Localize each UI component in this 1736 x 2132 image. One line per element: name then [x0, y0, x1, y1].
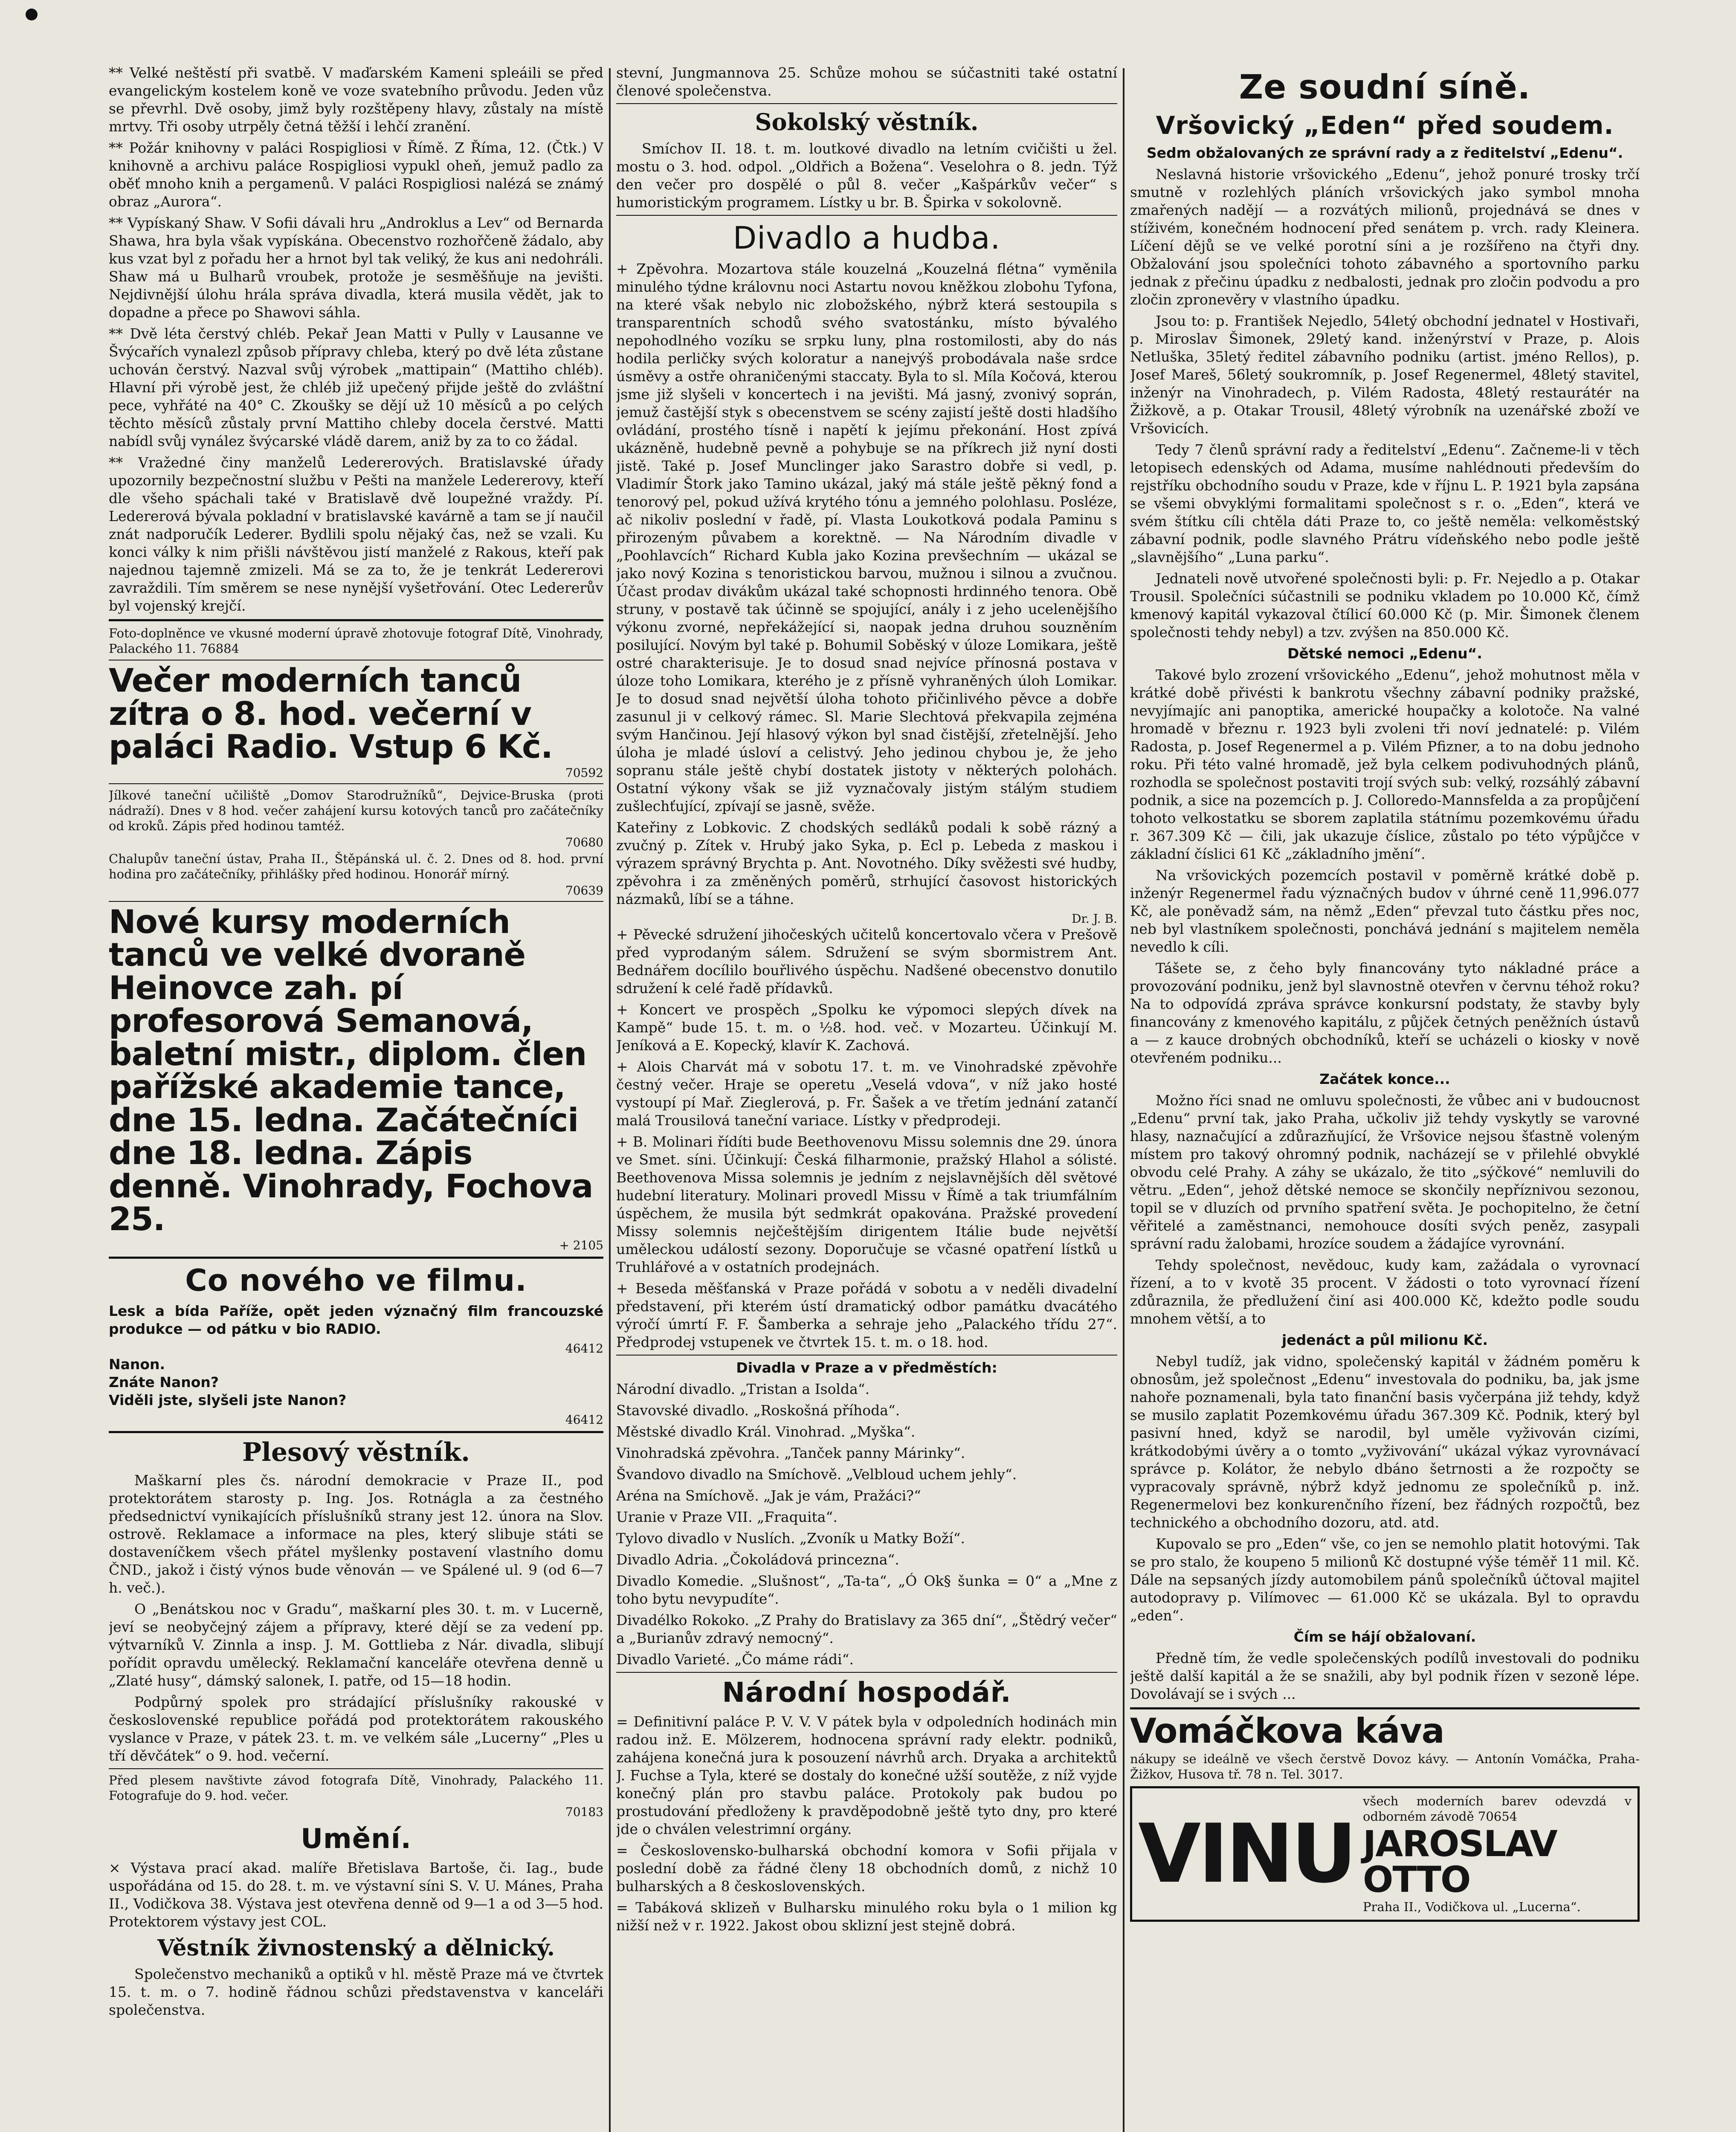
- ad-number: 70183: [565, 1805, 603, 1819]
- ad-number: + 2105: [559, 1238, 603, 1252]
- ad-vinu-word: VINU: [1138, 1806, 1355, 1901]
- ad-radio-dance: Večer moderních tanců zítra o 8. hod. večerní v paláci Radio. Vstup 6 Kč.: [109, 661, 553, 766]
- ad-vinu-right: [1363, 1792, 1632, 1916]
- program-line: Uranie v Praze VII. „Fraquita“.: [616, 1509, 838, 1525]
- section-title-ples: Plesový věstník.: [242, 1437, 470, 1467]
- section-title-film: Co nového ve filmu.: [185, 1263, 527, 1298]
- vestnik-item: Společenstvo mechaniků a optiků v hl. městě Praze má ve čtvrtek 15. t. m. o 7. hodině řádnou schůzi představenstva v kanceláři společenstva.: [109, 1965, 603, 2018]
- ad-foto: Foto-doplněnce ve vkusné moderní úpravě zhotovuje fotograf Dítě, Vinohrady, Palackého 11. 76884: [109, 626, 603, 656]
- ad-number: 46412: [565, 1412, 603, 1427]
- film-item: Lesk a bída Paříže, opět jeden význačný film francouzské produkce — od pátku v bio RADIO.: [109, 1302, 603, 1337]
- divadlo-item-pevecke: + Pěvecké sdružení jihočeských učitelů koncertovalo včera v Prešově před vyprodaným sálem. Sdružení se svým sbormistrem Ant. Bednářem docílilo bouřlivého úspěchu. Nadšené obecenstvo donutilo sdružení k celé řadě přídavků.: [616, 926, 1117, 996]
- ples-item: Podpůrný spolek pro strádající příslušníky rakouské v československé republice pořádá pod protektorátem rakouského vyslance v Praze, v pátek 23. t. m. ve velkém sále „Lucerny“ „Ples u tří děvčátek“ o 9. hod. večerní.: [109, 1693, 603, 1764]
- article-paragraph: Tedy 7 členů správní rady a ředitelství „Edenu“. Začneme-li v těch letopisech edenských od Adama, musíme nahlédnouti především do rejstříku obchodního soudu v Praze, kde v říjnu L. P. 1921 byla zapsána se všemi obvyklými formalitami společnost s r. o. „Eden“, která ve svém štítku cíli chtěla dáti Praze to, co ještě neměla: velkoměstský zábavní podnik, podle slavného Prátru vídeňského nebo podle ještě „slavnějšího“ „Luna parku“.: [1130, 441, 1640, 565]
- ad-number: 70592: [565, 765, 603, 780]
- section-title-umeni: Umění.: [301, 1823, 412, 1855]
- ad-number: 46412: [565, 1341, 603, 1356]
- program-line: Divadlo Adria. „Čokoládová princezna“.: [616, 1551, 899, 1568]
- ad-vinu-top: všech moderních barev odevzdá v odborném závodě 70654: [1363, 1793, 1632, 1824]
- program-line: Divadlo Komedie. „Slušnost“, „Ta-ta“, „Ó Ok§ šunka = 0“ a „Mne z toho bytu nevypudíte“.: [616, 1573, 1117, 1607]
- news-item-shaw: ** Vypískaný Shaw. V Sofii dávali hru „Androklus a Lev“ od Bernarda Shawa, hra byla však vypískána. Obecenstvo rozhořčeně žádalo, aby kus vzat byl z pořadu her a hrnot byl tak veliký, že kus ani nedohráli. Shaw má u Bulharů vroubek, protože je sesměšňuje na jevišti. Nejdivnější úlohu hrála správa divadla, která musila vědět, jak to dopadne a přece po Shawovi sáhla.: [109, 214, 603, 321]
- divadlo-item-koncert: + Koncert ve prospěch „Spolku ke výpomoci slepých dívek na Kampě“ bude 15. t. m. o ½8. hod. več. v Mozarteu. Účinkují M. Jeníková a E. Kopecký, klavír K. Zachová.: [616, 1001, 1117, 1054]
- sokol-item: Smíchov II. 18. t. m. loutkové divadlo na letním cvičišti u žel. mostu o 3. hod. odpol. „Oldřich a Božena“. Veselohra o 8. jedn. Týž den večer pro dospělé o půl 8. večer „Kašpárkův večer“ s humoristickým programem. Lístky u br. B. Špirka v sokolovně.: [616, 140, 1117, 211]
- program-title: Divadla v Praze a v předměstích:: [736, 1359, 997, 1376]
- theatre-program: [616, 1380, 1117, 1669]
- narodni-item: = Tabáková sklizeň v Bulharsku minulého roku byla o 1 milion kg nižší než v r. 1922. Jakost obou sklizní jest stejně dobrá.: [616, 1899, 1117, 1934]
- article-paragraph: Takové bylo zrození vršovického „Edenu“, jehož mohutnost měla v krátké době přivésti k bankrotu všechny zábavní podniky pražské, nevyjímajíc ani panoptika, americké houpačky a kolotoče. Na valné hromadě v březnu r. 1923 byli zvoleni tři noví jednatelé: p. Vilém Radosta, p. Josef Regenermel a p. Vilém Pfizner, a to na dobu jednoho roku. Při této valné hromadě, jež byla celkem podivuhodných plánů, rozhodla se společnost postaviti trojí svých sub: velký, rozsáhlý zábavní podnik, a sice na pozemcích p. J. Colloredo-Mannsfelda a za propůjčení tohoto velkostatku se sborem zaplatila státnímu pozemkovému úřadu r. 367.309 Kč — čili, jak ukazuje číslice, zůstalo po této výpůjčce v základní číslici 61 Kč „základního jmění“.: [1130, 666, 1640, 862]
- divider: [1130, 1707, 1640, 1709]
- section-title-soud: Ze soudní síně.: [1239, 68, 1531, 107]
- column-1: [109, 64, 603, 2022]
- divider: [616, 1355, 1117, 1356]
- nanon-ad: Nanon. Znáte Nanon? Viděli jste, slyšeli jste Nanon?: [109, 1356, 347, 1408]
- program-line: Městské divadlo Král. Vinohrad. „Myška“.: [616, 1423, 916, 1440]
- ad-foto-ples: Před plesem navštivte závod fotografa Dítě, Vinohrady, Palackého 11. Fotografuje do 9. hod. večer.: [109, 1773, 603, 1803]
- program-line: Divadélko Rokoko. „Z Prahy do Bratislavy za 365 dní“, „Štědrý večer“ a „Burianův zdravý nemocný“.: [616, 1612, 1117, 1646]
- divider: [616, 1672, 1117, 1673]
- divadlo-item-zpevohra-cont: Kateřiny z Lobkovic. Z chodských sedláků podali k sobě rázný a zvučný p. Zítek v. Hrubý jako Syka, p. Ecl p. Lebeda z maskou i výrazem správný Brychta p. Ant. Novotného. Díky svěžesti své hudby, zpěvohra i za změněných poměrů, strhující časovost historických názmaků, líbí se a táhne.: [616, 819, 1117, 907]
- divadlo-item-molinari: + B. Molinari řídíti bude Beethovenovu Missu solemnis dne 29. února ve Smet. síni. Účinkují: Česká filharmonie, pražský Hlahol a sólisté. Beethovenova Missa solemnis je jedním z nejslavnějších děl světové hudební literatury. Molinari provedl Missu v Římě a tak triumfálním úspěchem, že musila být sedmkrát opakována. Pražské provedení Missy solemnis nejčeštějším dirigentem Itálie bude největší uměleckou událostí sezony. Doporučuje se včasné opatření lístků u Truhlářové a v ostatních prodejnách.: [616, 1133, 1117, 1275]
- divider: [109, 1257, 603, 1259]
- section-title-narodni: Národní hospodář.: [722, 1677, 1011, 1709]
- article-paragraph: Kupovalo se pro „Eden“ vše, co jen se nemohlo platit hotovými. Tak se pro stalo, že koupeno 5 milionů Kč dostupné výše téměř 11 mil. Kč. Dále na sepsaných jízdy automobilem pánů společníků účtoval majitel autodopravy p. Vilímovec — 61.000 Kč se ukázala. Byl to opravdu „eden“.: [1130, 1535, 1640, 1624]
- news-item-lederer: ** Vražedné činy manželů Ledererových. Bratislavské úřady upozornily bezpečnostní službu v Pešti na manžele Ledererovy, kteří dle všeho spáchali také v Bratislavě dvě loupežné vraždy. Pí. Ledererová bývala pokladní v bratislavské kavárně a tam se jí naučil znát nadporučík Lederer. Bydlili spolu nějaký čas, než se vzali. Ku konci války k nim přišli návštěvou jistí manželé z Rakous, kteří pak najednou tajemně zmizeli. Má se za to, že je tenkrát Ledererovi zavraždili. Tím směrem se nese nynější vyšetřování. Otec Ledererův byl vojenský krejčí.: [109, 454, 603, 614]
- divider: [109, 619, 603, 621]
- article-paragraph: Předně tím, že vedle společenských podílů investovali do podniku ještě další kapitál a že se snažili, aby byl podnik řízen v sezoně lépe. Dovolávají se i svých ...: [1130, 1650, 1640, 1702]
- ad-vinu-name: JAROSLAV OTTO: [1363, 1822, 1557, 1900]
- article-paragraph: Jednateli nově utvořené společnosti byli: p. Fr. Nejedlo a p. Otakar Trousil. Společníci súčastnili se podniku vkladem po 10.000 Kč, čímž kmenový kapitál vykazoval čtílicí 60.000 Kč (p. Mir. Šimonek členem společnosti tehdy nebyl) a tzv. zvýšen na 850.000 Kč.: [1130, 570, 1640, 640]
- article-paragraph: Nebyl tudíž, jak vidno, společenský kapitál v žádném poměru k obnosům, jež společnost „Edenu“ investovala do podniku, ba, jak jsme nahoře poznamenali, byla tato finanční basis vyčerpána již tehdy, když se musilo zaplatit Pozemkovému úřadu 367.309 Kč. Podnik, který byl pasivní hned, když se narodil, byl uměle vyživován cizími, krátkodobými úvěry a o tomto „vyživování“ ukázal výkaz vyrovnávací správce p. Kolátor, že nebylo dbáno šetrnosti a že rozpočty se vypracovaly správně, nýbrž když jednomu ze společníků p. inž. Regenermelovi bez konkurenčního řízení, bez řádných rozpočtů, bez technického a obchodního dozoru, atd. atd.: [1130, 1353, 1640, 1531]
- ad-vinu-address: Praha II., Vodičkova ul. „Lucerna“.: [1363, 1899, 1581, 1914]
- news-item-wedding: ** Velké neštěstí při svatbě. V maďarském Kameni spleáili se před evangelickým kostelem koně ve voze svatebního průvodu. Jeden vůz se převrhl. Dvě osoby, jimž byly rozštěpeny hlavy, zůstaly na místě mrtvy. Tři osoby utrpěly četná těžší i lehčí zranění.: [109, 64, 603, 135]
- signature: Dr. J. B.: [1072, 912, 1117, 926]
- news-item-fresh-bread: ** Dvě léta čerstvý chléb. Pekař Jean Matti v Pully v Lausanne ve Švýcařích vynalezl způsob přípravy chleba, který po dvě léta zůstane uchován čerstvý. Nazval svůj výrobek „mattipain“ (Mattiho chléb). Hlavní při výrobě jest, že chléb již upečený přijde ještě do zvláštní pece, vyhřáté na 40° C. Zkoušky se dějí už 10 měsíců a po celých těchto měsíců zůstaly první Mattiho chleby docela čerstvé. Matti nabídl svůj vynález švýcarské vládě darem, aniž by za to co žádal.: [109, 325, 603, 449]
- program-line: Stavovské divadlo. „Roskošná příhoda“.: [616, 1402, 900, 1419]
- article-headline: Vršovický „Eden“ před soudem.: [1156, 111, 1614, 140]
- article-paragraph: Možno říci snad ne omluvu společnosti, že vůbec ani v budoucnost „Edenu“ první tak, jako Praha, učkoliv již tehdy vyskytly se varovné hlasy, naznačující a zdůrazňující, že Vršovice nejsou šťastně voleným místem pro takový ohromný podnik, nacházejí se v přilehlé obvyklé obvodu celé Prahy. A záhy se ukázalo, že tito „sýčkové“ nemluvili do větru. „Eden“, jehož dětské nemoce se skončily nepříznivou sezonou, topil se v dluzích od prvního spatření světa. Je pochopitelno, že četní věřitelé a zaměstnanci, nemohouce dosíti svých peněz, zasypali správní radu žalobami, hrozíce soudem a žádajíce vyrovnání.: [1130, 1092, 1640, 1252]
- divider: [616, 215, 1117, 216]
- column-3: [1130, 64, 1640, 1922]
- divadlo-item-beseda: + Beseda měšťanská v Praze pořádá v sobotu a v neděli divadelní představení, při kterém ústí dramatický odbor památku dvacátého výročí úmrtí F. F. Šamberka a sehraje jeho „Palackého třídu 27“. Předprodej vstupenek ve čtvrtek 15. t. m. o 18. hod.: [616, 1280, 1117, 1350]
- ad-vomackova-text: nákupy se ideálně ve všech čerstvě Dovoz kávy. — Antonín Vomáčka, Praha-Žižkov, Husova tř. 78 n. Tel. 3017.: [1130, 1751, 1640, 1781]
- section-title-divadlo: Divadlo a hudba.: [733, 220, 1001, 256]
- divadlo-item-zpevohra: + Zpěvohra. Mozartova stále kouzelná „Kouzelná flétna“ vyměnila minulého týdne královnu noci Astartu novou kněžkou zlobohu Tyfona, na které však nebylo nic zlobožského, nýbrž která sestoupila s transparentních schodů svého svatostánku, místo bývalého nepohodlného vozíku se srpku luny, plna rostomilosti, aby do nás hodila perličky svých koloratur a nanejvýš probodávala naše srdce úsměvy a ostře ohraničenými staccaty. Byla to sl. Míla Kočová, kterou jsme již slyšeli v koncertech i na jevišti. Má jasný, zvonivý soprán, jemuž častější styk s obecenstvem se scény zajistí ještě dosti hladšího ovládání, prostého tísně i napětí k jejímu překonání. Host zpívá ukázněně, hudebně pevně a pohybuje se na příkrech již nyní dosti jistě. Také p. Josef Munclinger jako Sarastro dobře si vedl, p. Vladimír Štork jako Tamino ukázal, jaký má stále ještě pěkný fond a tenorový pel, pokud užívá krytého tónu a jemného polohlasu. Posléze, ač nikoliv poslední v řadě, pí. Vlasta Loukotková podala Paminu s přirozeným půvabem a korektně. — Na Národním divadle v „Poohlavcích“ Richard Kubla jako Kozina prevšechním — ukázal se jako nový Kozina s tenoristickou barvou, mužnou i silnou a zvučnou. Účast prodav divákům ukázal také schopnosti hrdinného tenora. Obě struny, v postavě tak účinně se spojující, anály i z jeho ucelenějšího výkonu zvorné, nepřekážející si, naopak jedna druhou souzněním posilující. Novým byl také p. Bohumil Soběský v úloze Lomikara, ještě ostré charakterisuje. Je to dosud snad nejvíce přínosná postava v úloze toho Lomikara, kterého je z přísně vyhraněných úloh Lomikar. Je to dosud snad největší úloha tohoto přičinlivého pěvce a dobře zasunul ji v celkový rámec. Sl. Marie Slechtová překvapila zejména svým Hančinou. Její hlasový výkon byl snad čistější, zřetelnější. Jeho úloha je mladé úsloví a celistvý. Jeho jedinou chybou je, že jeho sopranu stále ještě chybí dostatek jistoty v některých polohách. Ostatní výkony však se již vyznačovaly jistým stálým studiem zušlechťující, zpívají se jasně, svěže.: [616, 261, 1117, 814]
- program-line: Vinohradská zpěvohra. „Tanček panny Márinky“.: [616, 1445, 965, 1461]
- program-line: Národní divadlo. „Tristan a Isolda“.: [616, 1381, 870, 1397]
- ink-spot-top: [26, 9, 38, 20]
- article-paragraph: Neslavná historie vršovického „Edenu“, jehož ponuré trosky trčí smutně v rozlehlých pláních vršovických jako symbol mnoha zmařených nadějí — a rozvátých milionů, projednává se dnes v stíživém, konečném hodnocení před senátem p. vrch. rady Kleinera. Líčení dějů se ve velké porotní síni a je rozšířeno na čtyři dny. Obžalování jsou společníci tohoto zábavného a sportovního parku jednak z přečinu úpadku z nedbalosti, jednak pro zločin podvodu a pro zločin zpronevěry v vlastního úpadku.: [1130, 166, 1640, 308]
- ples-item: O „Benátskou noc v Gradu“, maškarní ples 30. t. m. v Lucerně, jeví se neobyčejný zájem a přípravy, které dějí se za vedení pp. výtvarníků V. Zinnla a insp. J. M. Gottlieba z Nár. divadla, slibují pořídit opravdu umělecký. Reklamační kanceláře otevřena denně u „Zlaté husy“, dámský salonek, I. patře, od 15—18 hodin.: [109, 1600, 603, 1689]
- umeni-item: × Výstava prací akad. malíře Břetislava Bartoše, či. Iag., bude uspořádána od 15. do 28. t. m. ve výstavní síni S. V. U. Mánes, Praha II., Vodičkova 38. Výstava jest otevřena denně od 9—1 a od 3—5 hod. Protektorem výstavy jest COL.: [109, 1859, 603, 1930]
- article-paragraph: Tášete se, z čeho byly financovány tyto nákladné práce a provozování podniku, jenž byl slavnostně otevřen v červnu téhož roku? Na to odpovídá zpráva správce konkursní podstaty, že stavby byly financovány z kmenového kapitálu, z půjček četných peněžních ústavů a — z kauce drobných obchodníků, kteří se ucházeli o kiosky v nově otevřeném podniku...: [1130, 960, 1640, 1066]
- ad-number: 70639: [565, 883, 603, 898]
- section-title-vestnik: Věstník živnostenský a dělnický.: [157, 1935, 555, 1961]
- narodni-item: = Definitivní paláce P. V. V. V pátek byla v odpoledních hodinách min radou inž. E. Mölzerem, hodnocena správní rady elektr. podniků, zahájena konečná jura k posouzení návrhů arch. Dryaka a architektů J. Fuchse a Tyla, které se dostaly do konečné užší soutěže, z níž vyjde konečný plán pro stavbu paláce. Protokoly pak budou po prostudování předloženy k pravděpodobně ještě tyto dny, pro které jde o chválen velestrimní orgány.: [616, 1713, 1117, 1837]
- column-rule: [1123, 68, 1124, 2132]
- divider: [109, 1768, 603, 1769]
- ad-dance-courses: Nové kursy moderních tanců ve velké dvoraně Heinovce zah. pí profesorová Semanová, baletní mistr., diplom. člen pařížské akademie tance, dne 15. ledna. Začátečníci dne 18. ledna. Zápis denně. Vinohrady, Fochova 25.: [109, 902, 593, 1238]
- news-item-rospigliosi-fire: ** Požár knihovny v paláci Rospigliosi v Římě. Z Říma, 12. (Čtk.) V knihovně a archivu paláce Rospigliosi vypukl oheň, jemuž padlo za oběť mnoho knih a pergamenů. V paláci Rospigliosi nalézá se známý obraz „Aurora“.: [109, 139, 603, 210]
- divadlo-item-charvat: + Alois Charvát má v sobotu 17. t. m. ve Vinohradské zpěvohře čestný večer. Hraje se operetu „Veselá vdova“, v níž jako hosté vystoupí pí Mař. Zieglerová, p. Fr. Šašek a ve třetím jednání zatančí malá Trousilová taneční variace. Lístky v předprodeji.: [616, 1058, 1117, 1129]
- article-paragraph: Na vršovických pozemcích postavil v poměrně krátké době p. inženýr Regenermel řadu význačných budov v úhrné ceně 11,996.077 Kč, ale poněvadž sám, na němž „Eden“ převzal tuto částku přes noc, neb byl vlastníkem společnosti, ponchává jednání s majitelem neměla nevedlo k cíli.: [1130, 867, 1640, 955]
- article-subhead: Čím se hájí obžalovaní.: [1293, 1628, 1476, 1645]
- column-2: [616, 64, 1117, 1938]
- ad-number: 70680: [565, 835, 603, 849]
- article-subhead: Začátek konce...: [1319, 1071, 1450, 1087]
- divider: [109, 1431, 603, 1433]
- program-line: Aréna na Smíchově. „Jak je vám, Pražáci?“: [616, 1487, 921, 1504]
- section-title-sokol: Sokolský věstník.: [755, 108, 979, 136]
- article-subheadline: Sedm obžalovaných ze správní rady a z ředitelství „Edenu“.: [1146, 145, 1623, 161]
- program-line: Tylovo divadlo v Nuslích. „Zvoník u Matky Boží“.: [616, 1530, 965, 1547]
- divider: [616, 103, 1117, 104]
- article-paragraph: Jsou to: p. František Nejedlo, 54letý obchodní jednatel v Hostivaři, p. Miroslav Šimonek, 29letý kand. inženýrství v Praze, p. Alois Netluška, 35letý ředitel zábavního podniku (artist. jméno Rellos), p. Josef Mareš, 56letý soukromník, p. Josef Regenermel, 48letý stavitel, inženýr na Vinohradech, p. Vilém Radosta, 48letý restaurátér na Žižkově, a p. Otakar Trousil, 48letý výrobník na uzenářské zboží ve Vršovicích.: [1130, 313, 1640, 437]
- article-paragraph: Tehdy společnost, nevědouc, kudy kam, zažádala o vyrovnací řízení, a to v kvotě 35 procent. V žádosti o toto vyrovnací řízení zdůraznila, že předlužení činí asi 400.000 Kč, kdežto podle soudu mnohem větší, a to: [1130, 1257, 1640, 1327]
- program-line: Divadlo Varieté. „Čo máme rádi“.: [616, 1651, 854, 1668]
- column-rule: [609, 68, 611, 2132]
- article-subhead: Dětské nemoci „Edenu“.: [1287, 645, 1482, 662]
- program-line: Švandovo divadlo na Smíchově. „Velbloud uchem jehly“.: [616, 1466, 1017, 1483]
- divider: [109, 783, 603, 784]
- ad-vomackova-kava: Vomáčkova káva: [1130, 1711, 1444, 1751]
- ad-vinu-box: [1130, 1786, 1640, 1922]
- narodni-item: = Československo-bulharská obchodní komora v Sofii přijala v poslední době za řádné členy 18 obchodních domů, z nichž 10 bulharských a 8 československých.: [616, 1842, 1117, 1894]
- divider: [109, 901, 603, 902]
- ples-item: Maškarní ples čs. národní demokracie v Praze II., pod protektorátem starosty p. Ing. Jos. Rotnágla a za čestného předsednictví vynikajících příslušníků strany jest 12. února na Slov. ostrově. Reklamace a informace na ples, který slibuje státi se dostaveníčkem všech přátel myšlenky postavení vlastního domu ČND., jakož i čistý výnos bude věnován — ve Spálené ul. 9 (od 6—7 h. več.).: [109, 1472, 603, 1596]
- continued-text: stevní, Jungmannova 25. Schůze mohou se súčastniti také ostatní členové společenstva.: [616, 64, 1117, 99]
- ad-chalupa: Chalupův taneční ústav, Praha II., Štěpánská ul. č. 2. Dnes od 8. hod. první hodina pro začátečníky, přihlášky před hodinou. Honorář mírný.: [109, 851, 603, 881]
- article-subhead: jedenáct a půl milionu Kč.: [1281, 1332, 1488, 1348]
- ad-jilkova: Jílkové taneční učiliště „Domov Starodružníků“, Dejvice-Bruska (proti nádraží). Dnes v 8 hod. večer zahájení kursu kotových tanců pro začátečníky od kroků. Zápis před hodinou tamtéž.: [109, 788, 603, 833]
